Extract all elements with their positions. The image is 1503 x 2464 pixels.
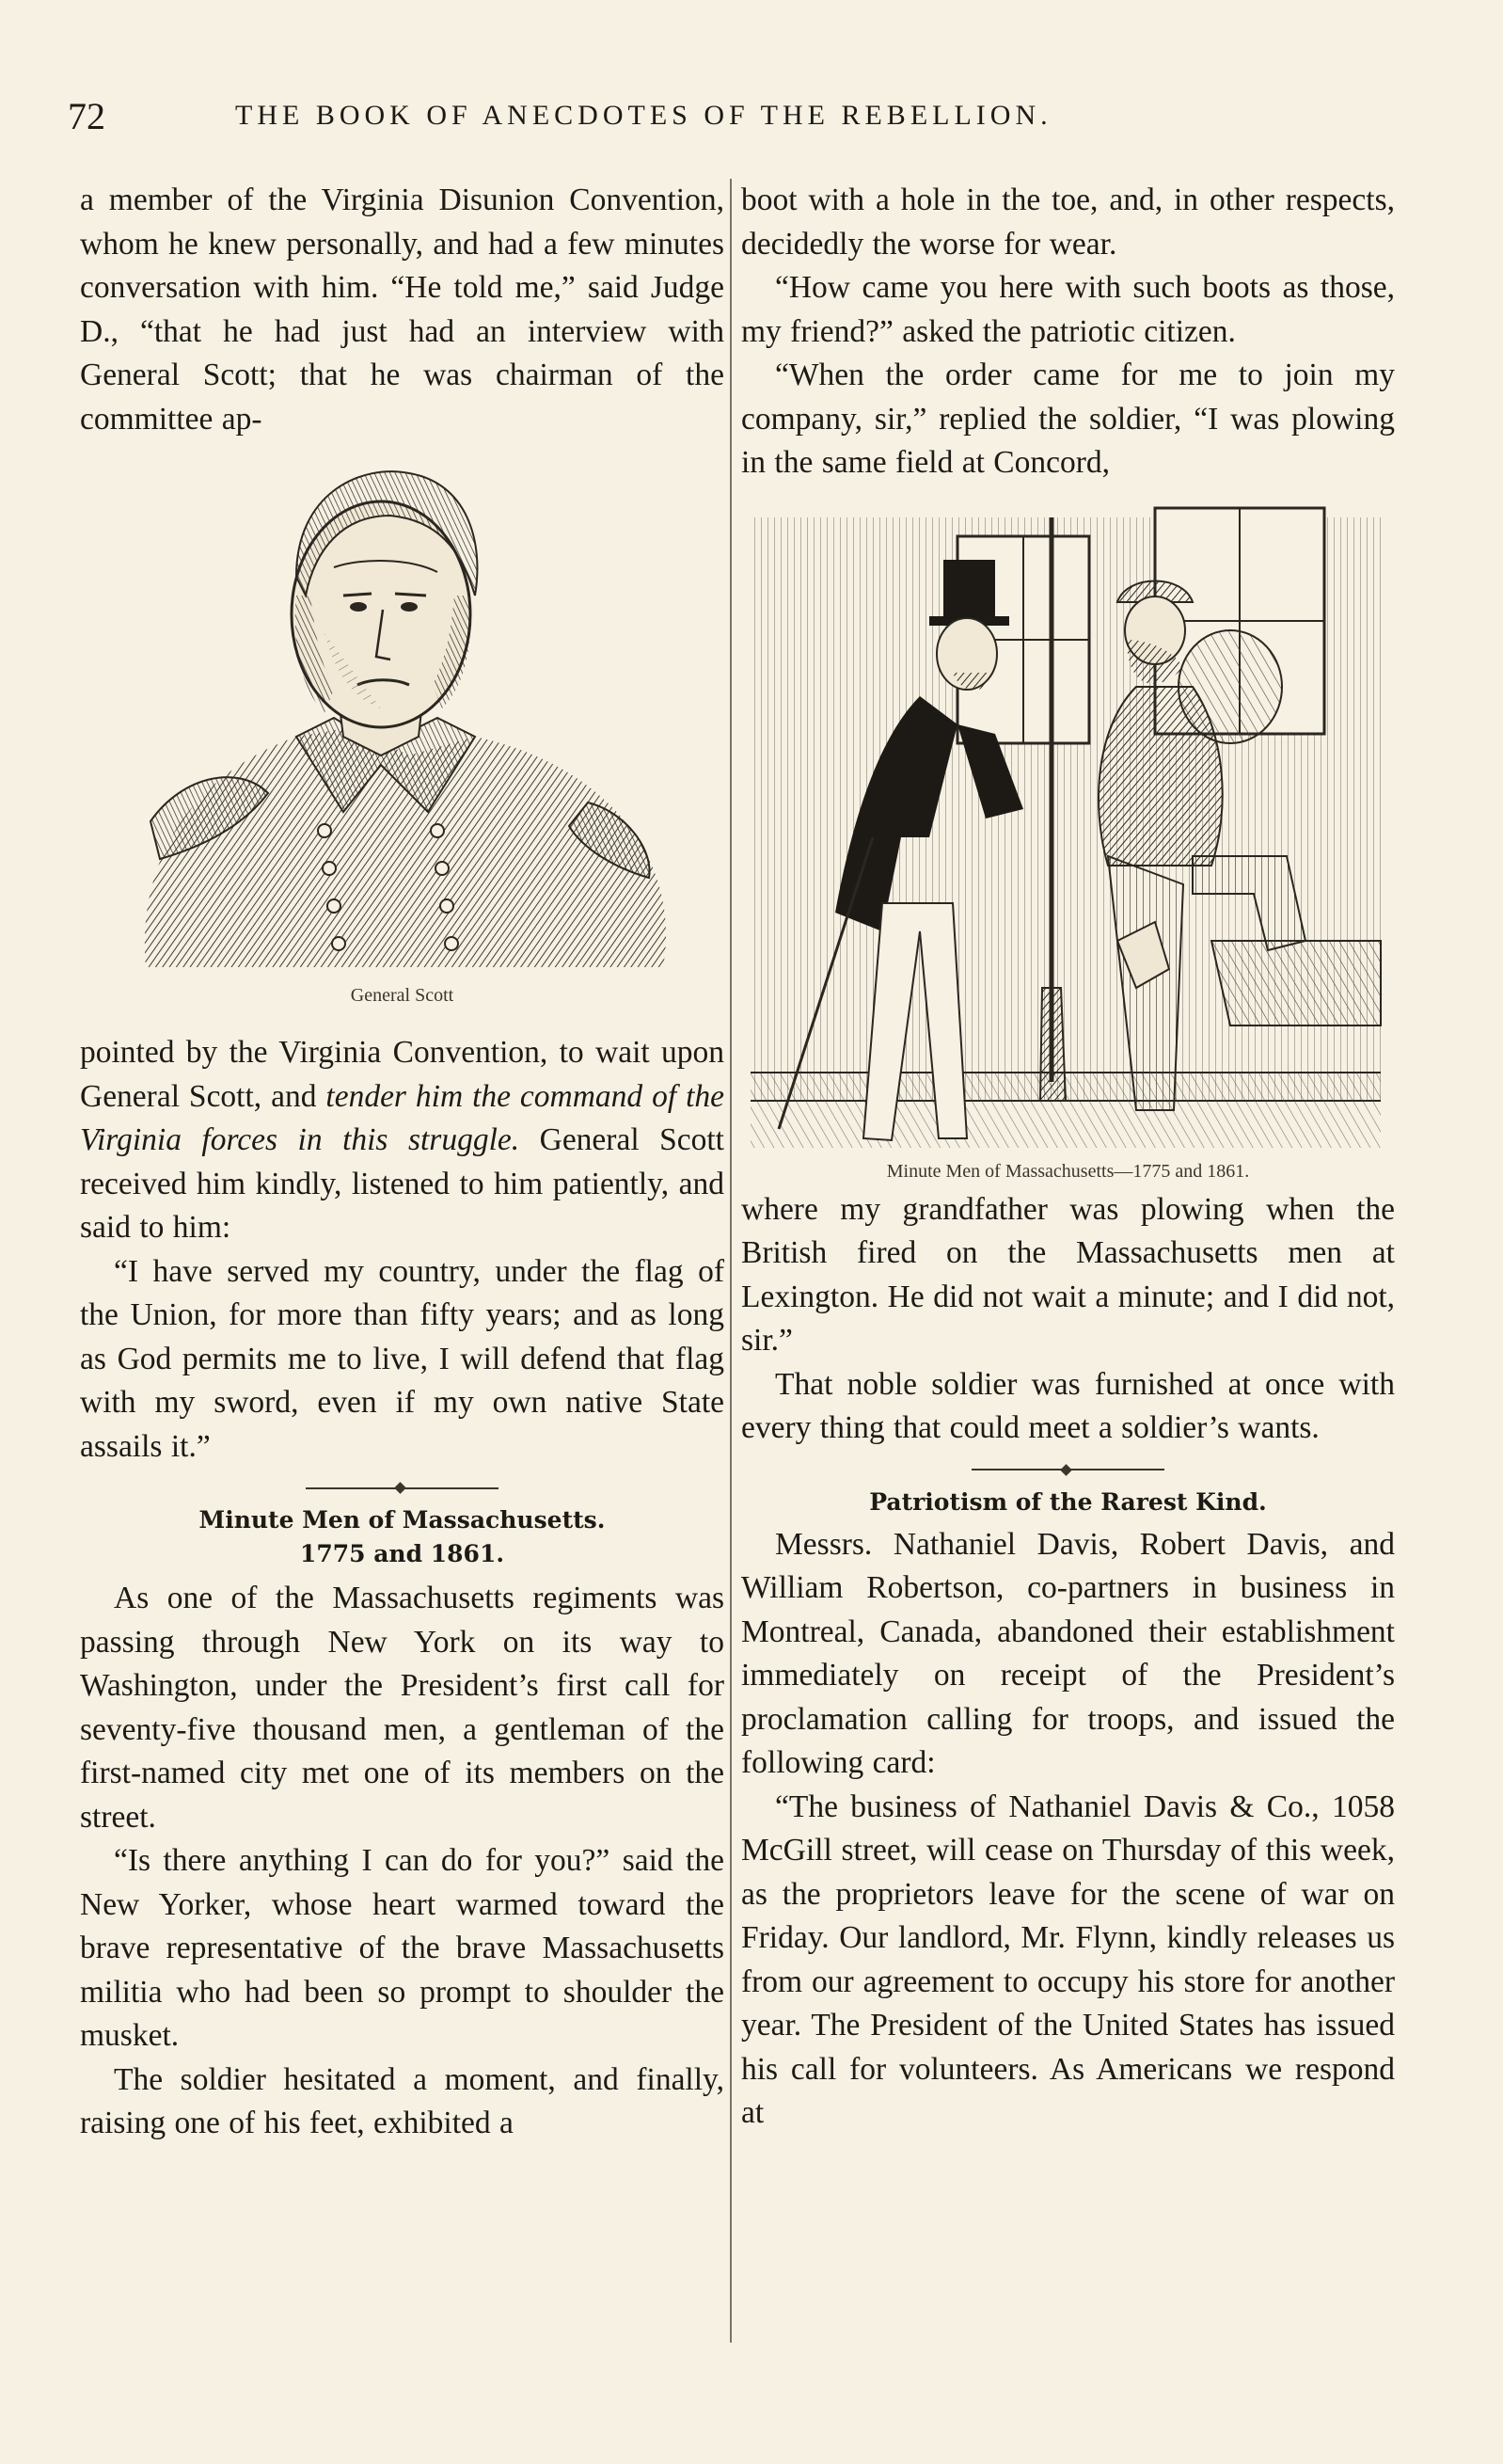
left-paragraph-5: “Is there anything I can do for you?” said the New Yorker, whose heart warmed toward the brave representative of the brave Massachusetts militia who had been so prompt to shoulder the musket. [80, 1843, 724, 2053]
left-column [80, 179, 724, 2146]
right-paragraph-3: “When the order came for me to join my company, sir,” replied the soldier, “I was plowing in the same field at Concord, [741, 358, 1395, 480]
right-column [741, 179, 1395, 2136]
section-heading-patriotism: Patriotism of the Rarest Kind. [869, 1487, 1267, 1516]
left-paragraph-2 [80, 1031, 724, 1250]
left-paragraph-1: a member of the Virginia Disunion Convention, whom he knew personally, and had a few minutes conversation with him. “He told me,” said Judge D., “that he had just had an interview with General Scott; that he was chairman of the committee ap- [80, 183, 724, 437]
right-paragraph-4: where my grandfather was plowing when the British fired on the Massachusetts men at Lexington. He did not wait a minute; and I did not, sir.” [741, 1191, 1395, 1358]
section-divider-right [741, 1466, 1395, 1474]
left-paragraph-6: The soldier hesitated a moment, and finally, raising one of his feet, exhibited a [80, 2061, 724, 2140]
general-scott-portrait [80, 454, 724, 981]
left-paragraph-3: “I have served my country, under the flag of the Union, for more than fifty years; and as long as God permits me to live, I will defend that flag with my sword, even if my own native State assails it.” [80, 1253, 724, 1464]
general-scott-caption: General Scott [350, 985, 454, 1006]
minute-men-illustration [741, 499, 1395, 1157]
left-paragraph-2-start: pointed by the Virginia Convention, to wait upon General Scott, and [80, 1035, 724, 1114]
right-paragraph-7: “The business of Nathaniel Davis & Co., 1058 McGill street, will cease on Thursday of this week, as the proprietors leave for the scene of war on Friday. Our landlord, Mr. Flynn, kindly releases us from our agreement to occupy his store for another year. The President of the United States has issued his call for volunteers. As Americans we respond at [741, 1788, 1395, 2130]
right-paragraph-5: That noble soldier was furnished at once with every thing that could meet a soldier’s wants. [741, 1366, 1395, 1445]
general-scott-figure [80, 454, 724, 1007]
left-paragraph-4: As one of the Massachusetts regiments was passing through New York on its way to Washington, under the President’s first call for seventy-five thousand men, a gentleman of the first-named city met one of its members on the street. [80, 1581, 724, 1835]
left-paragraph-2-italic: tender him the command of the Virginia forces in this struggle. [80, 1078, 724, 1157]
section-heading-line-2: 1775 and 1861. [299, 1540, 505, 1567]
running-head [0, 94, 1503, 151]
minute-men-figure [741, 499, 1395, 1183]
section-divider [80, 1484, 724, 1492]
column-rule [730, 179, 732, 2343]
page-number: 72 [68, 95, 105, 137]
right-paragraph-2: “How came you here with such boots as those, my friend?” asked the patriotic citizen. [741, 270, 1395, 349]
section-heading-line-1: Minute Men of Massachusetts. [198, 1506, 606, 1534]
section-heading-minute-men [80, 1503, 724, 1571]
right-paragraph-6: Messrs. Nathaniel Davis, Robert Davis, and William Robertson, co-partners in business in Montreal, Canada, abandoned their establishment immediately on receipt of the President’s proclamation calling for troops, and issued the following card: [741, 1526, 1395, 1780]
right-paragraph-1: boot with a hole in the toe, and, in other respects, decidedly the worse for wear. [741, 183, 1395, 262]
left-paragraph-2-end: General Scott received him kindly, listened to him patiently, and said to him: [80, 1122, 724, 1245]
running-title: THE BOOK OF ANECDOTES OF THE REBELLION. [235, 100, 1052, 131]
minute-men-caption: Minute Men of Massachusetts—1775 and 1861. [886, 1160, 1250, 1182]
